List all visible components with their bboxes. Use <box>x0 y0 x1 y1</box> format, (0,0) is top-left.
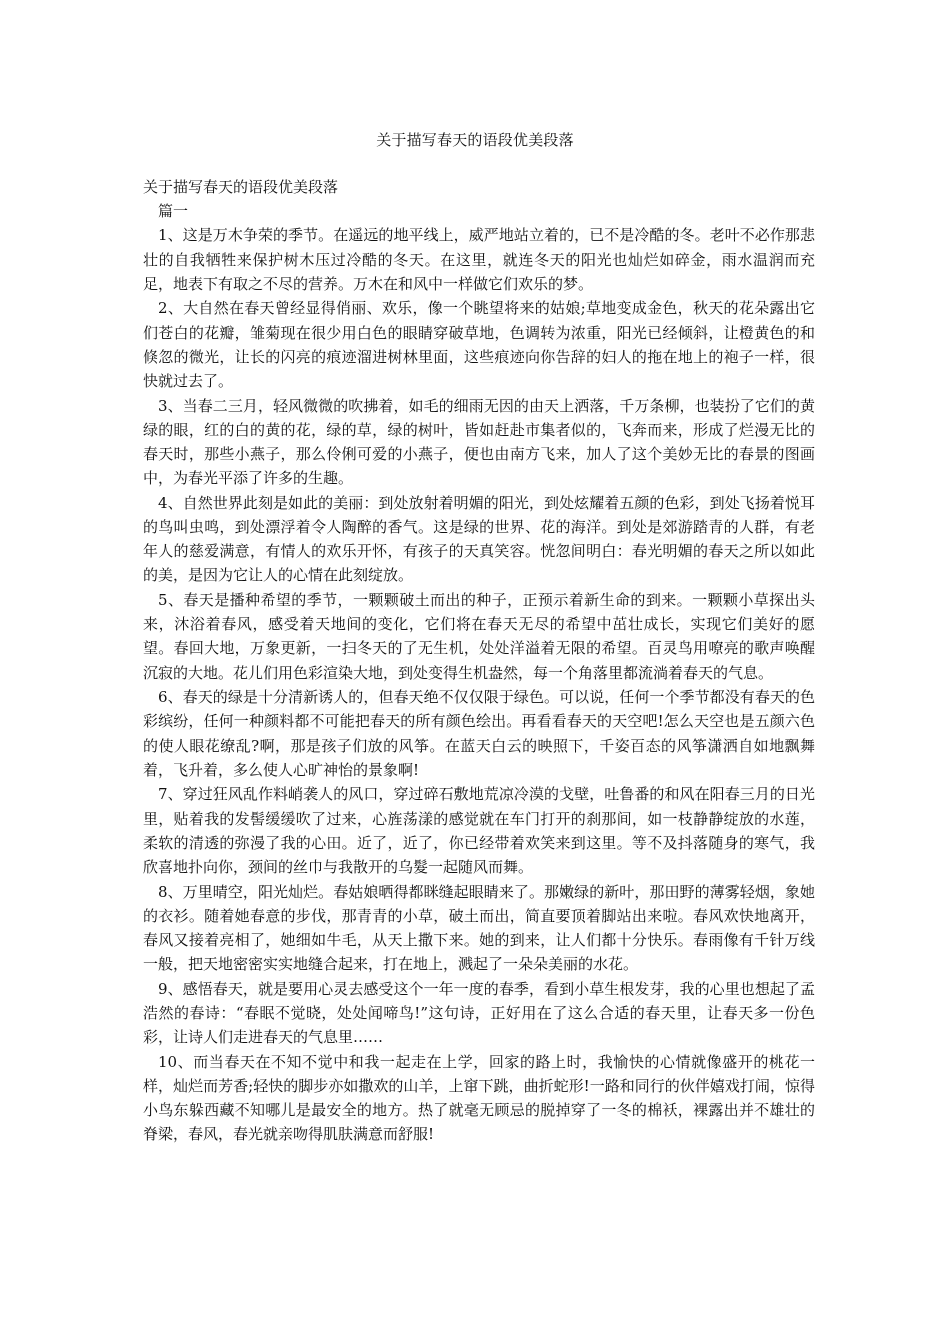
document-title: 关于描写春天的语段优美段落 <box>376 131 574 149</box>
paragraph: 4、自然世界此刻是如此的美丽：到处放射着明媚的阳光，到处炫耀着五颜的色彩，到处飞扬着悦耳的鸟叫虫鸣，到处漂浮着令人陶醉的香气。这是绿的世界、花的海洋。到处是郊游踏青的人群，有老年人的慈爱满意，有情人的欢乐开怀，有孩子的天真笑容。恍忽间明白：春光明媚的春天之所以如此的美，是因为它让人的心情在此刻绽放。 <box>143 493 815 585</box>
paragraph: 3、当春二三月，轻风微微的吹拂着，如毛的细雨无因的由天上洒落，千万条柳，也装扮了它们的黄绿的眼，红的白的黄的花，绿的草，绿的树叶，皆如赶赴市集者似的，飞奔而来，形成了烂漫无比的春天时，那些小燕子，那么伶俐可爱的小燕子，便也由南方飞来，加人了这个美妙无比的春景的图画中，为春光平添了许多的生趣。 <box>143 396 815 488</box>
paragraph: 6、春天的绿是十分清新诱人的，但春天绝不仅仅限于绿色。可以说，任何一个季节都没有春天的色彩缤纷，任何一种颜料都不可能把春天的所有颜色绘出。再看看春天的天空吧!怎么天空也是五颜六色的使人眼花缭乱?啊，那是孩子们放的风筝。在蓝天白云的映照下，千姿百态的风筝潇洒自如地飘舞着，飞升着，多么使人心旷神怡的景象啊! <box>143 688 815 779</box>
paragraph: 1、这是万木争荣的季节。在遥远的地平线上，威严地站立着的，已不是冷酷的冬。老叶不必作那悲壮的自我牺牲来保护树木压过冷酷的冬天。在这里，就连冬天的阳光也灿烂如碎金，雨水温润而充足，地表下有取之不尽的营养。万木在和风中一样做它们欢乐的梦。 <box>143 226 815 293</box>
paragraph: 8、万里晴空，阳光灿烂。春姑娘晒得都眯缝起眼睛来了。那嫩绿的新叶，那田野的薄雾轻烟，象她的衣衫。随着她春意的步伐，那青青的小草，破土而出，简直要顶着脚站出来啦。春风欢快地离开，春风又接着亮相了，她细如牛毛，从天上撒下来。她的到来，让人们都十分快乐。春雨像有千针万线一般，把天地密密实实地缝合起来，打在地上，溅起了一朵朵美丽的水花。 <box>143 882 815 974</box>
paragraph: 9、感悟春天，就是要用心灵去感受这个一年一度的春季，看到小草生根发芽，我的心里也想起了孟浩然的春诗：“春眠不觉晓，处处闻啼鸟!”这句诗，正好用在了这么合适的春天里，让春天多一份色彩，让诗人们走进春天的气息里…… <box>143 979 815 1047</box>
section-subheading: 篇一 <box>158 202 189 221</box>
paragraph: 7、穿过狂风乱作料峭袭人的风口，穿过碎石敷地荒凉冷漠的戈壁，吐鲁番的和风在阳春三月的日光里，贴着我的发髻缓缓吹了过来，心旌荡漾的感觉就在车门打开的刹那间，如一枝静静绽放的水莲，柔软的清透的弥漫了我的心田。近了，近了，你已经带着欢笑来到这里。等不及抖落随身的寒气，我欣喜地扑向你，颈间的丝巾与我散开的乌髮一起随风而舞。 <box>143 785 815 877</box>
paragraph: 2、大自然在春天曾经显得俏丽、欢乐，像一个眺望将来的姑娘;草地变成金色，秋天的花朵露出它们苍白的花瓣，雏菊现在很少用白色的眼睛穿破草地，色调转为浓重，阳光已经倾斜，让橙黄色的和倏忽的微光，让长的闪亮的痕迹溜进树林里面，这些痕迹向你告辞的妇人的拖在地上的袍子一样，很快就过去了。 <box>143 299 815 391</box>
paragraph: 10、而当春天在不知不觉中和我一起走在上学，回家的路上时，我愉快的心情就像盛开的桃花一样，灿烂而芳香;轻快的脚步亦如撒欢的山羊，上窜下跳，曲折蛇形!一路和同行的伙伴嬉戏打闹，惊得小鸟东躲西藏不知哪儿是最安全的地方。热了就毫无顾忌的脱掉穿了一冬的棉袄，裸露出并不雄壮的脊梁，春风，春光就亲吻得肌肤满意而舒服! <box>143 1052 815 1144</box>
document-body <box>143 175 815 1147</box>
section-heading: 关于描写春天的语段优美段落 <box>143 178 339 196</box>
paragraph: 5、春天是播种希望的季节，一颗颗破土而出的种子，正预示着新生命的到来。一颗颗小草探出头来，沐浴着春风，感受着天地间的变化，它们将在春天无尽的希望中茁壮成长，实现它们美好的愿望。春回大地，万象更新，一扫冬天的了无生机，处处洋溢着无限的希望。百灵鸟用嘹亮的歌声唤醒沉寂的大地。花儿们用色彩渲染大地，到处变得生机盎然，每一个角落里都流淌着春天的气息。 <box>143 591 815 682</box>
